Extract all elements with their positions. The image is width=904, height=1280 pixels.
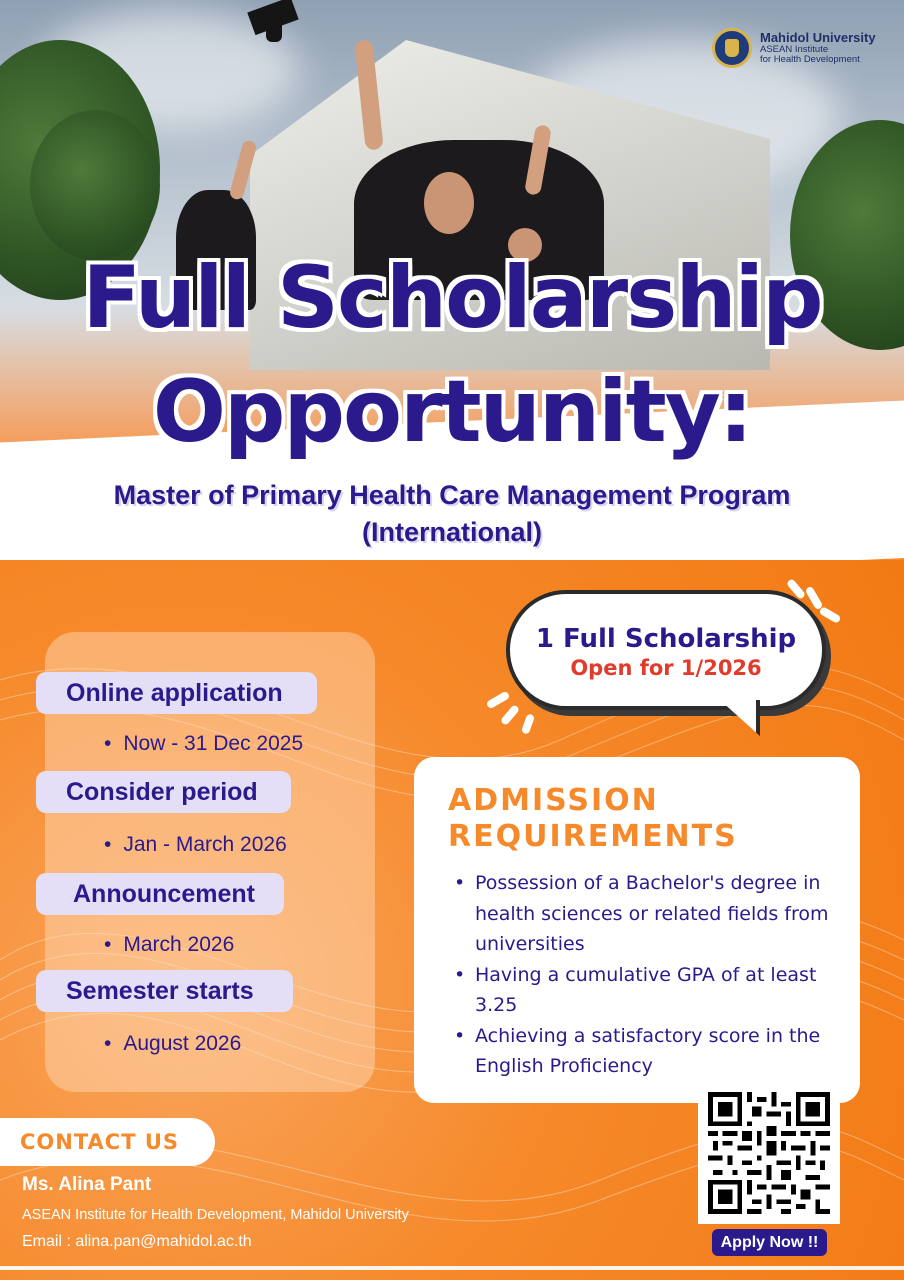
program-title: Master of Primary Health Care Management Program <box>113 480 791 510</box>
timeline-date: • March 2026 <box>104 933 234 957</box>
timeline-date: • August 2026 <box>104 1032 241 1056</box>
graduation-cap-icon <box>266 24 282 42</box>
headline-line1: Full Scholarship <box>82 248 822 348</box>
scholarship-speech-bubble <box>506 590 826 710</box>
university-seal-icon <box>712 28 752 68</box>
timeline-date: • Jan - March 2026 <box>104 833 287 857</box>
admission-title-line1: ADMISSION <box>448 783 659 818</box>
logo-institute-line1: ASEAN Institute <box>760 43 829 55</box>
logo-institute-line2: for Health Development <box>760 53 860 65</box>
headline-line2: Opportunity: <box>152 362 752 462</box>
logo-text <box>760 31 876 65</box>
bottom-divider <box>0 1266 904 1270</box>
university-logo <box>712 28 876 68</box>
timeline-label-consider-period: Consider period <box>36 771 291 813</box>
qr-code-icon[interactable] <box>698 1082 840 1224</box>
tree-left <box>30 110 160 260</box>
program-subtitle: (International) <box>362 517 542 547</box>
contact-organization: ASEAN Institute for Health Development, Mahidol University <box>22 1207 409 1223</box>
contact-name: Ms. Alina Pant <box>22 1174 152 1195</box>
apply-now-button[interactable]: Apply Now !! <box>712 1229 827 1256</box>
scholarship-count: 1 Full Scholarship <box>535 624 797 654</box>
qr-code-graphic <box>708 1092 830 1214</box>
contact-heading: CONTACT US <box>0 1118 215 1166</box>
timeline-label-semester-starts: Semester starts <box>36 970 293 1012</box>
requirement-item: • Possession of a Bachelor's degree in health sciences or related fields from universities <box>454 868 834 960</box>
contact-email-link[interactable]: Email : alina.pan@mahidol.ac.th <box>22 1233 252 1250</box>
admission-title <box>448 783 738 855</box>
requirement-item: • Having a cumulative GPA of at least 3.25 <box>454 960 834 1021</box>
logo-university-name: Mahidol University <box>760 30 876 46</box>
admission-requirements-list <box>454 868 834 1082</box>
admission-title-line2: REQUIREMENTS <box>448 819 738 854</box>
timeline-date: • Now - 31 Dec 2025 <box>104 732 303 756</box>
timeline-label-online-application: Online application <box>36 672 317 714</box>
requirement-item: • Achieving a satisfactory score in the English Proficiency <box>454 1021 834 1082</box>
graduate-head <box>424 172 474 234</box>
scholarship-open-term: Open for 1/2026 <box>570 656 762 680</box>
timeline-label-announcement: Announcement <box>36 873 284 915</box>
